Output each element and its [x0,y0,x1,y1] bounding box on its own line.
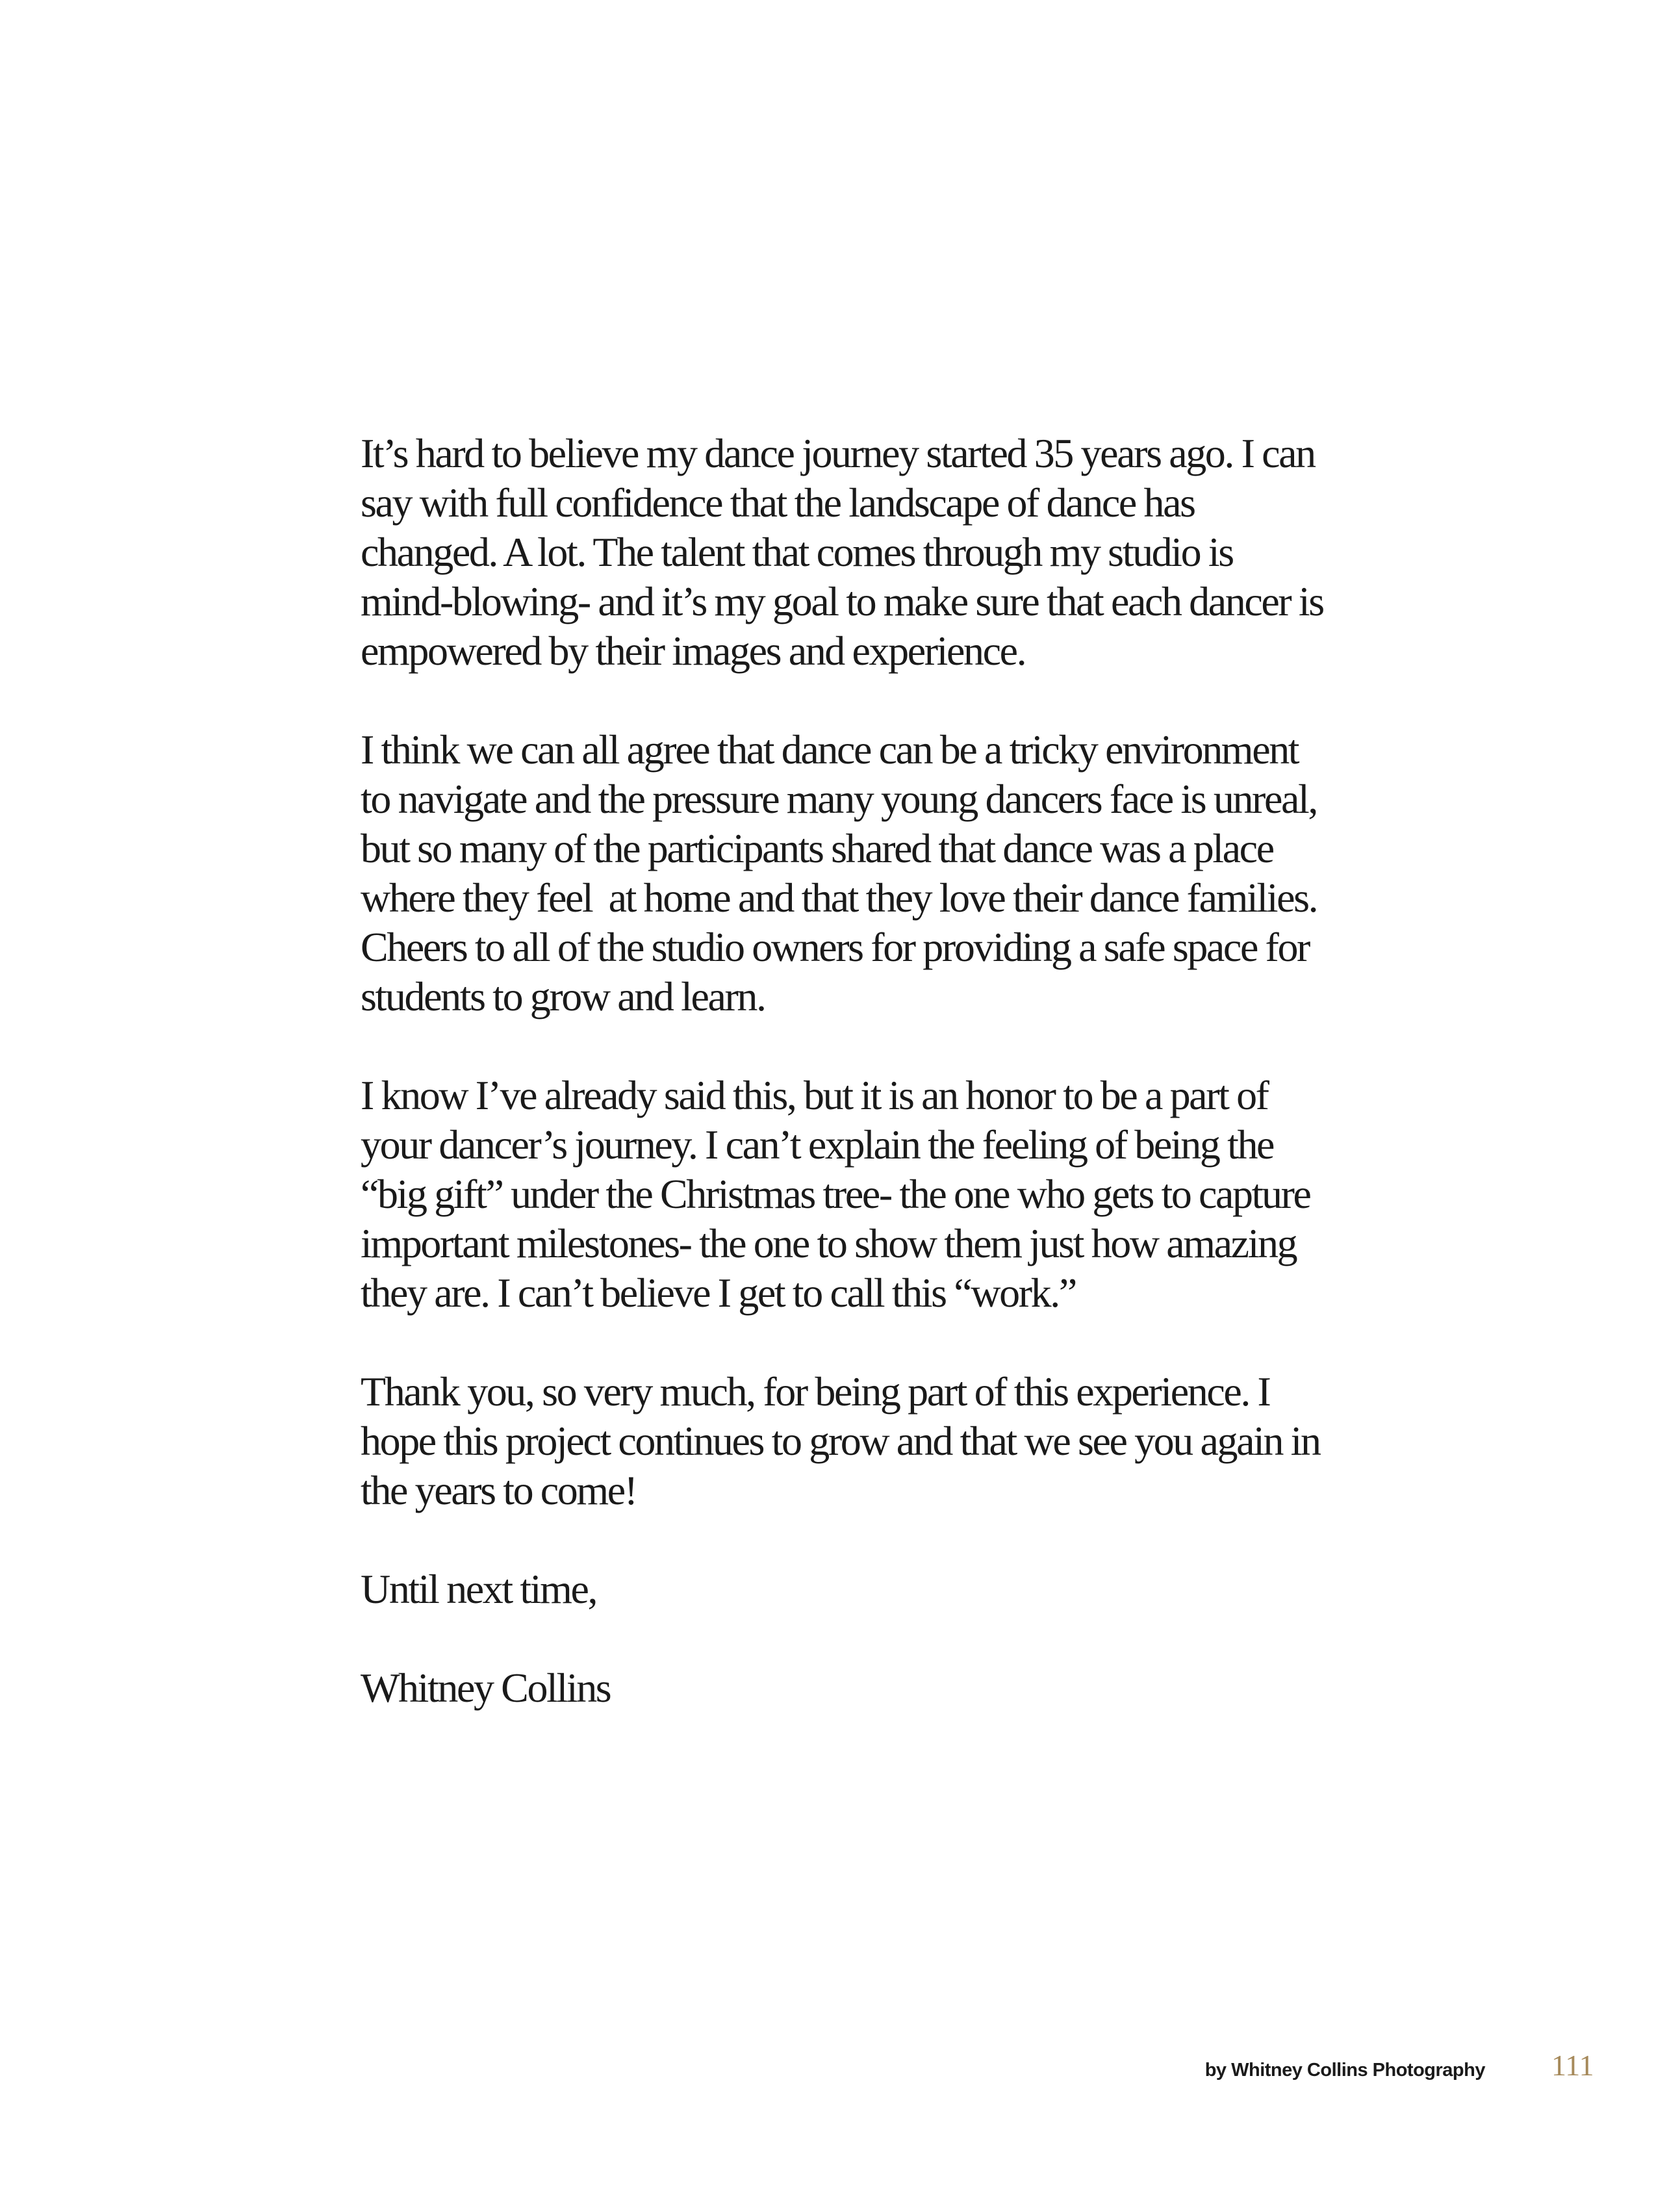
text-line: “big gift” under the Christmas tree- the one who gets to capture [361,1171,1310,1217]
text-line: students to grow and learn. [361,973,765,1019]
text-line: they are. I can’t believe I get to call this “work.” [361,1270,1076,1316]
text-line: changed. A lot. The talent that comes through my studio is [361,529,1233,575]
text-line: to navigate and the pressure many young dancers face is unreal, [361,776,1317,822]
letter-body [361,429,1374,1713]
page-number: 111 [1551,2049,1594,2082]
text-line: where they feel at home and that they love their dance families. [361,875,1317,921]
text-line: empowered by their images and experience. [361,628,1026,674]
text-line: mind-blowing- and it’s my goal to make sure that each dancer is [361,578,1323,624]
text-line: say with full confidence that the landscape of dance has [361,480,1195,526]
text-line: It’s hard to believe my dance journey started 35 years ago. I can [361,430,1315,476]
paragraph-4 [361,1367,1374,1515]
closing-line: Until next time, [361,1566,597,1612]
paragraph-3 [361,1071,1374,1318]
text-line: your dancer’s journey. I can’t explain the feeling of being the [361,1121,1274,1168]
paragraph-1 [361,429,1374,676]
text-line: important milestones- the one to show them just how amazing [361,1220,1297,1266]
text-line: Thank you, so very much, for being part of this experience. I [361,1368,1270,1415]
text-line: hope this project continues to grow and that we see you again in [361,1418,1320,1464]
signature-name: Whitney Collins [361,1665,611,1711]
text-line: I know I’ve already said this, but it is an honor to be a part of [361,1072,1268,1118]
text-line: Cheers to all of the studio owners for providing a safe space for [361,924,1309,970]
footer-credit: by Whitney Collins Photography [1204,2060,1485,2081]
text-line: I think we can all agree that dance can be a tricky environment [361,726,1299,773]
paragraph-2 [361,725,1374,1021]
text-line: but so many of the participants shared that dance was a place [361,825,1273,871]
text-line: the years to come! [361,1467,637,1513]
